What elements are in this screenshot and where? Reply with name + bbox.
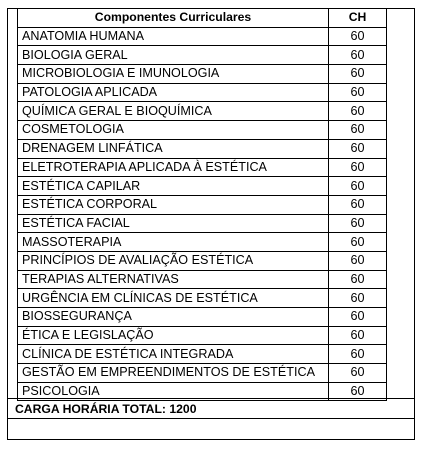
divider xyxy=(7,418,415,419)
component-name: ELETROTERAPIA APLICADA À ESTÉTICA xyxy=(18,158,329,177)
component-hours: 60 xyxy=(329,83,387,102)
component-hours: 60 xyxy=(329,139,387,158)
total-hours-label: CARGA HORÁRIA TOTAL: 1200 xyxy=(15,402,197,416)
component-hours: 60 xyxy=(329,382,387,401)
component-name: BIOLOGIA GERAL xyxy=(18,46,329,65)
component-hours: 60 xyxy=(329,65,387,84)
table-row xyxy=(18,326,387,345)
component-hours: 60 xyxy=(329,289,387,308)
component-name: BIOSSEGURANÇA xyxy=(18,308,329,327)
curriculum-table xyxy=(17,8,387,401)
component-hours: 60 xyxy=(329,195,387,214)
component-name: MICROBIOLOGIA E IMUNOLOGIA xyxy=(18,65,329,84)
table-row xyxy=(18,214,387,233)
component-name: ESTÉTICA CAPILAR xyxy=(18,177,329,196)
table-row xyxy=(18,83,387,102)
component-hours: 60 xyxy=(329,270,387,289)
component-name: URGÊNCIA EM CLÍNICAS DE ESTÉTICA xyxy=(18,289,329,308)
component-name: PRINCÍPIOS DE AVALIAÇÃO ESTÉTICA xyxy=(18,251,329,270)
component-hours: 60 xyxy=(329,121,387,140)
component-name: ESTÉTICA FACIAL xyxy=(18,214,329,233)
component-hours: 60 xyxy=(329,27,387,46)
component-name: TERAPIAS ALTERNATIVAS xyxy=(18,270,329,289)
component-name: GESTÃO EM EMPREENDIMENTOS DE ESTÉTICA xyxy=(18,364,329,383)
table-row xyxy=(18,27,387,46)
table-row xyxy=(18,139,387,158)
component-hours: 60 xyxy=(329,46,387,65)
table-body xyxy=(18,27,387,401)
table-row xyxy=(18,65,387,84)
component-hours: 60 xyxy=(329,364,387,383)
table-row xyxy=(18,195,387,214)
component-name: ESTÉTICA CORPORAL xyxy=(18,195,329,214)
table-row xyxy=(18,233,387,252)
table-row xyxy=(18,289,387,308)
column-header-ch: CH xyxy=(329,9,387,28)
component-name: COSMETOLOGIA xyxy=(18,121,329,140)
table-row xyxy=(18,251,387,270)
component-hours: 60 xyxy=(329,233,387,252)
component-hours: 60 xyxy=(329,251,387,270)
component-hours: 60 xyxy=(329,102,387,121)
table-row xyxy=(18,158,387,177)
component-name: ANATOMIA HUMANA xyxy=(18,27,329,46)
table-row xyxy=(18,270,387,289)
component-name: ÉTICA E LEGISLAÇÃO xyxy=(18,326,329,345)
table-row xyxy=(18,308,387,327)
table-row xyxy=(18,46,387,65)
component-name: QUÍMICA GERAL E BIOQUÍMICA xyxy=(18,102,329,121)
component-name: MASSOTERAPIA xyxy=(18,233,329,252)
table-row xyxy=(18,102,387,121)
component-hours: 60 xyxy=(329,345,387,364)
component-name: PSICOLOGIA xyxy=(18,382,329,401)
component-hours: 60 xyxy=(329,177,387,196)
component-name: CLÍNICA DE ESTÉTICA INTEGRADA xyxy=(18,345,329,364)
total-row xyxy=(7,398,415,418)
table-row xyxy=(18,345,387,364)
component-hours: 60 xyxy=(329,326,387,345)
table-row xyxy=(18,121,387,140)
component-name: PATOLOGIA APLICADA xyxy=(18,83,329,102)
component-hours: 60 xyxy=(329,158,387,177)
component-name: DRENAGEM LINFÁTICA xyxy=(18,139,329,158)
table-row xyxy=(18,177,387,196)
table-row xyxy=(18,364,387,383)
component-hours: 60 xyxy=(329,214,387,233)
column-header-component: Componentes Curriculares xyxy=(18,9,329,28)
table-header-row xyxy=(18,9,387,28)
component-hours: 60 xyxy=(329,308,387,327)
